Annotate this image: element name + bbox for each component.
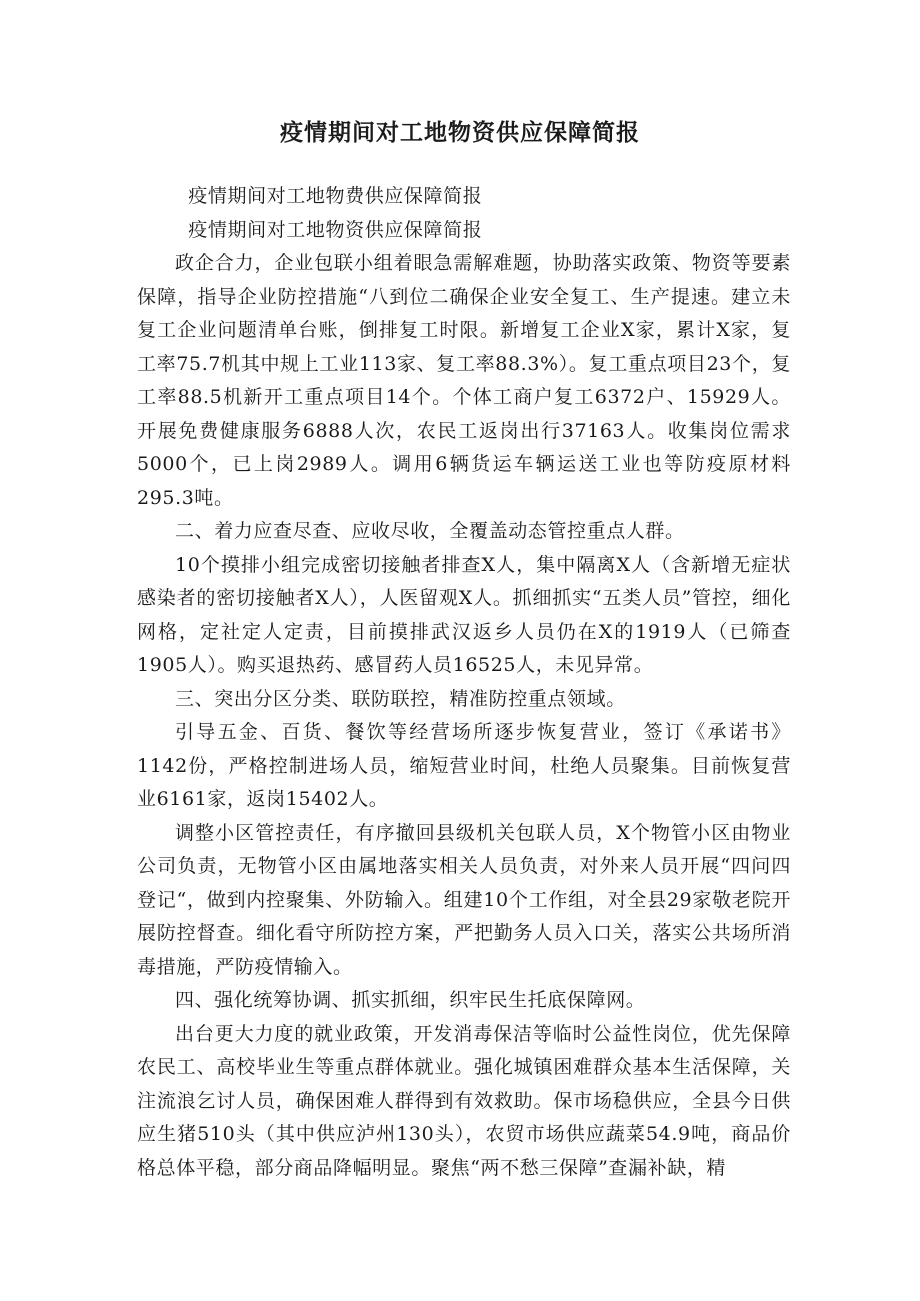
document-title: 疫情期间对工地物资供应保障简报 [280,120,640,146]
section-heading: 二、着力应查尽查、应收尽收，全覆盖动态管控重点人群。 [175,520,685,542]
body-paragraph: 调整小区管控责任，有序撤回县级机关包联人员，X个物管小区由物业公司负责，无物管小区由属地落实相关人员负责，对外来人员开展“四问四登记“，做到内控聚集、外防输入。组建10个工作组，对全县29家敬老院开展防控督查。细化看守所防控方案，严把勤务人员入口关，落实公共场所消毒措施，严防疫情输入。 [137,821,791,978]
body-paragraph: 政企合力，企业包联小组着眼急需解难题，协助落实政策、物资等要素保障，指导企业防控措施“八到位二确保企业安全复工、生产提速。建立未复工企业问题清单台账，倒排复工时限。新增复工企业X家，累计X家，复工率75.7机其中规上工业113家、复工率88.3%）。复工重点项目23个，复工率88.5机新开工重点项目14个。个体工商户复工6372户、15929人。开展免费健康服务6888人次，农民工返岗出行37163人。收集岗位需求5000个，已上岗2989人。调用6辆货运车辆运送工业也等防疫原材料295.3吨。 [137,252,791,509]
section-heading: 三、突出分区分类、联防联控，精准防控重点领域。 [175,687,626,710]
body-paragraph: 10个摸排小组完成密切接触者排查X人，集中隔离X人（含新增无症状感染者的密切接触者X人），人医留观X人。抓细抓实“五类人员”管控，细化网格，定社定人定责，目前摸排武汉返乡人员仍在X的1919人（已筛查1905人）。购买退热药、感冒药人员16525人，未见异常。 [137,553,791,676]
body-paragraph: 出台更大力度的就业政策，开发消毒保洁等临时公益性岗位，优先保障农民工、高校毕业生等重点群体就业。强化城镇困难群众基本生活保障，关注流浪乞讨人员，确保困难人群得到有效救助。保市场稳供应，全县今日供应生猪510头（其中供应泸州130头），农贸市场供应蔬菜54.9吨，商品价格总体平稳，部分商品降幅明显。聚焦“两不愁三保障”查漏补缺，精 [137,1022,791,1179]
body-paragraph: 引导五金、百货、餐饮等经营场所逐步恢复营业，签订《承诺书》1142份，严格控制进场人员，缩短营业时间，杜绝人员聚集。目前恢复营业6161家，返岗15402人。 [137,721,791,810]
subtitle-line: 疫情期间对工地物资供应保障简报 [188,218,483,241]
section-heading: 四、强化统筹协调、抓实抓细，织牢民生托底保障网。 [175,989,646,1011]
document-body [137,180,791,1185]
subtitle-line: 疫情期间对工地物费供应保障简报 [188,185,483,207]
